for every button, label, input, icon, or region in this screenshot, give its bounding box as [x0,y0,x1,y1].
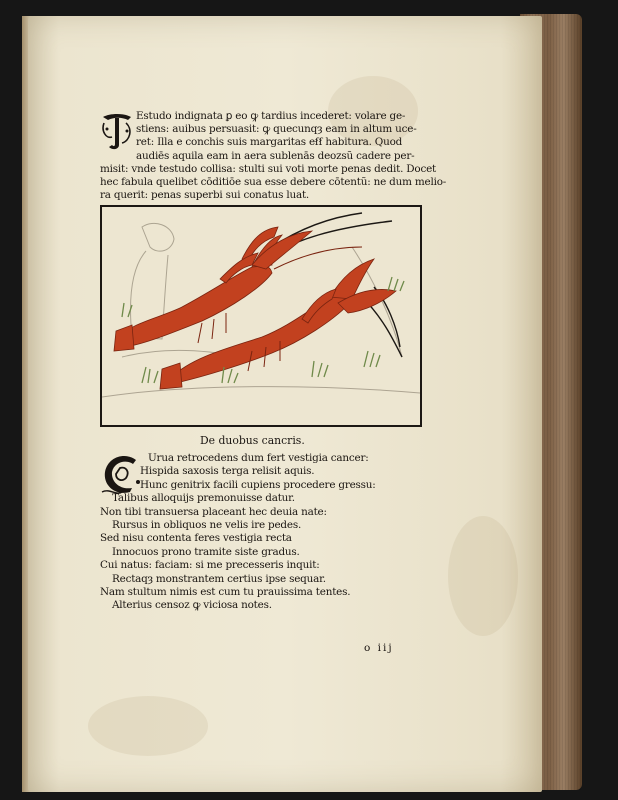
poem-line: Cui natus: faciam: si me precesseris inquit: [100,559,320,572]
fable-line: ra querit: penas superbi sui conatus luat. [100,189,310,202]
poem-line: Sed nisu contenta feres vestigia recta [100,532,292,545]
poem [100,452,420,613]
fable-line: hec fabula quelibet cōditiōe sua esse debere cōtentũ: ne dum melio- [100,176,447,189]
poem-line: Hunc genitrix facili cupiens procedere gressu: [140,478,376,491]
poem-line: Nam stultum nimis est cum tu prauissima tentes. [100,586,351,599]
poem-line: Alterius censoz ꝙ viciosa notes. [112,599,272,612]
signature-mark: o iij [364,642,394,654]
poem-line: Rectaqȝ monstrantem certius ipse sequar. [112,572,326,585]
fable-paragraph [100,110,447,202]
fable-line: audiēs aquila eam in aera sublenās deozsũ cadere per- [136,149,415,162]
poem-line: Innocuos prono tramite siste gradus. [112,545,300,558]
section-heading: De duobus cancris. [200,434,305,447]
poem-line: Urua retrocedens dum fert vestigia cancer: [148,452,369,464]
fable-line: ret: Illa e conchis suis margaritas eẜẜ habitura. Quod [136,136,403,149]
poem-line: Talibus alloquijs premonuisse datur. [112,492,295,505]
poem-line: Hispida saxosis terga relisit aquis. [140,465,315,478]
fable-line: Estudo indignata ꝑ eo ꝙ tardius incederet: volare ge- [136,110,406,122]
fable-line: misit: vnde testudo collisa: stulti sui voti morte penas dedit. Docet [100,162,437,175]
poem-line: Non tibi transuersa placeant hec deuia nate: [100,505,327,518]
crayfish-woodcut [100,205,422,427]
poem-line: Rursus in obliquos ne velis ire pedes. [112,519,302,532]
fable-line: stiens: auibus persuasit: ꝙ quecunqȝ eam in altum uce- [136,123,417,136]
decorated-initial-t [100,111,134,153]
